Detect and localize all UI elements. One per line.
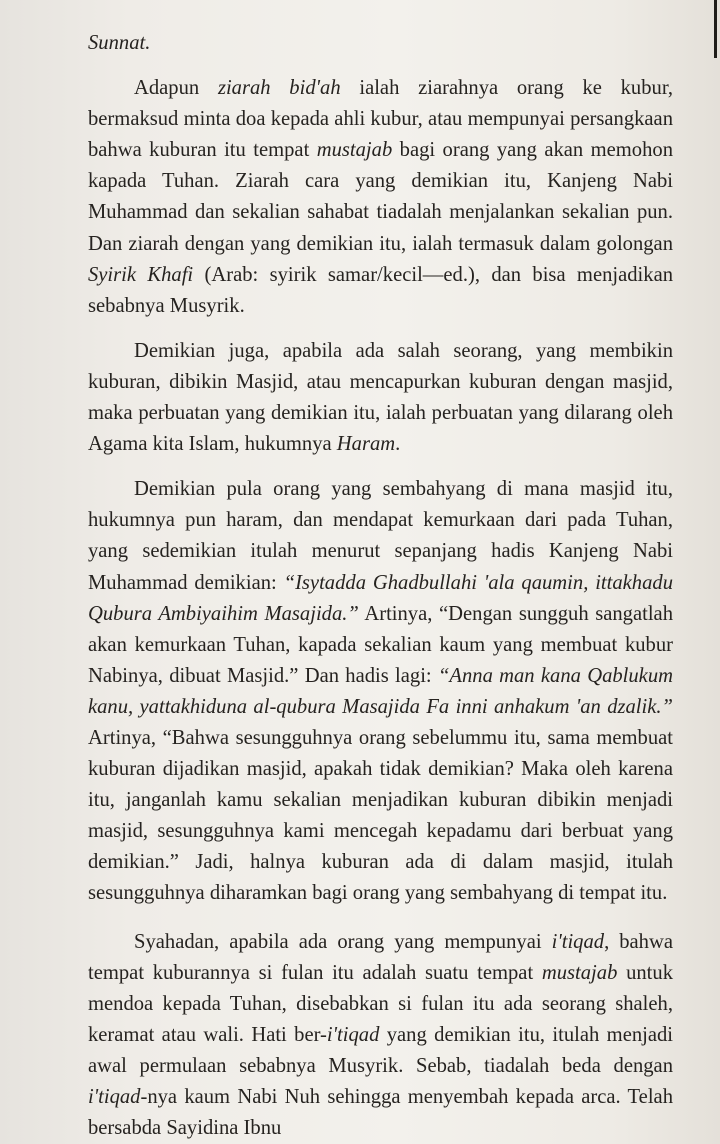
paragraph-3	[88, 474, 673, 909]
italic-term: ziarah bid'ah	[217, 77, 341, 100]
text-span: Artinya, “Dengan sungguh sangatlah akan kemurkaan Tuhan, kapada sekalian kaum yang membuat kubur Nabinya, dibuat Masjid.” Dan hadis lagi:	[88, 602, 673, 687]
italic-term: Haram	[336, 433, 396, 456]
text-span: untuk mendoa kepada Tuhan, disebabkan si fulan itu ada seorang shaleh, keramat atau wali. Hati ber-	[88, 961, 673, 1046]
italic-term: i'tiqad	[88, 1086, 141, 1108]
text-span: Demikian juga, apabila ada salah seorang, yang membikin kuburan, dibikin Masjid, atau mencapurkan kuburan dengan masjid, maka perbuatan yang demikian itu, ialah perbuatan yang dilarang oleh Agama kita Islam, hukumnya	[88, 339, 673, 456]
text-span: Demikian pula orang yang sembahyang di mana masjid itu, hukumnya pun haram, dan mendapat kemurkaan dari pada Tuhan, yang sedemikian itulah menurut sepanjang hadis Kanjeng Nabi Muhammad demikian:	[88, 478, 673, 594]
text-span: Artinya, “Bahwa sesungguhnya orang sebelummu itu, sama membuat kuburan dijadikan masjid, apakah tidak demikian? Maka oleh karena itu, janganlah kamu sekalian menjadikan kuburan dibikin menjadi masjid, sesungguhnya kami mencegah kepadamu dari berbuat yang demikian.” Jadi, halnya kuburan ada di dalam masjid, itulah sesungguhnya diharamkan bagi orang yang sembahyang di tempat itu.	[88, 726, 673, 905]
italic-quote: “Isytadda Ghadbullahi 'ala qaumin, ittakhadu Qubura Ambiyaihim Masajida.”	[88, 571, 673, 625]
text-span: yang demikian itu, itulah menjadi awal permulaan sebabnya Musyrik. Sebab, tiadalah beda dengan	[88, 1023, 674, 1077]
text-span: ialah ziarahnya orang ke kubur, bermaksud minta doa kepada ahli kubur, atau mempunyai persangkaan bahwa kuburan itu tempat	[88, 77, 673, 162]
text-span: (Arab: syirik samar/kecil—ed.), dan bisa menjadikan sebabnya Musyrik.	[88, 263, 674, 317]
italic-quote: “Anna man kana Qablukum kanu, yattakhiduna al-qubura Masajida Fa inni anhakum 'an dzalik.”	[88, 664, 673, 718]
text-span: .	[395, 433, 401, 456]
italic-term: Syirik Khafi	[88, 263, 194, 286]
text-span: Syahadan, apabila ada orang yang mempunyai	[134, 930, 552, 953]
page-body	[88, 28, 673, 1144]
italic-term: mustajab	[541, 961, 618, 984]
text-span: Adapun	[134, 77, 218, 100]
page-edge-shadow	[714, 0, 717, 58]
text-span: , bahwa tempat kuburannya si fulan itu adalah suatu tempat	[88, 930, 673, 984]
italic-term: i'tiqad	[326, 1023, 380, 1046]
text-span: Sunnat.	[88, 32, 151, 54]
italic-term: mustajab	[316, 139, 393, 162]
paragraph-0	[88, 28, 673, 59]
paragraph-4	[88, 927, 673, 1144]
italic-term: i'tiqad	[551, 930, 605, 953]
text-span: -nya kaum Nabi Nuh sehingga menyembah kepada arca. Telah bersabda Sayidina Ibnu	[88, 1086, 673, 1140]
paragraph-1	[88, 73, 673, 322]
paragraph-2	[88, 336, 673, 460]
text-span: bagi orang yang akan memohon kapada Tuhan. Ziarah cara yang demikian itu, Kanjeng Nabi Muhammad dan sekalian sahabat tiadalah menjalankan sekalian pun. Dan ziarah dengan yang demikian itu, ialah termasuk dalam golongan	[88, 139, 673, 255]
